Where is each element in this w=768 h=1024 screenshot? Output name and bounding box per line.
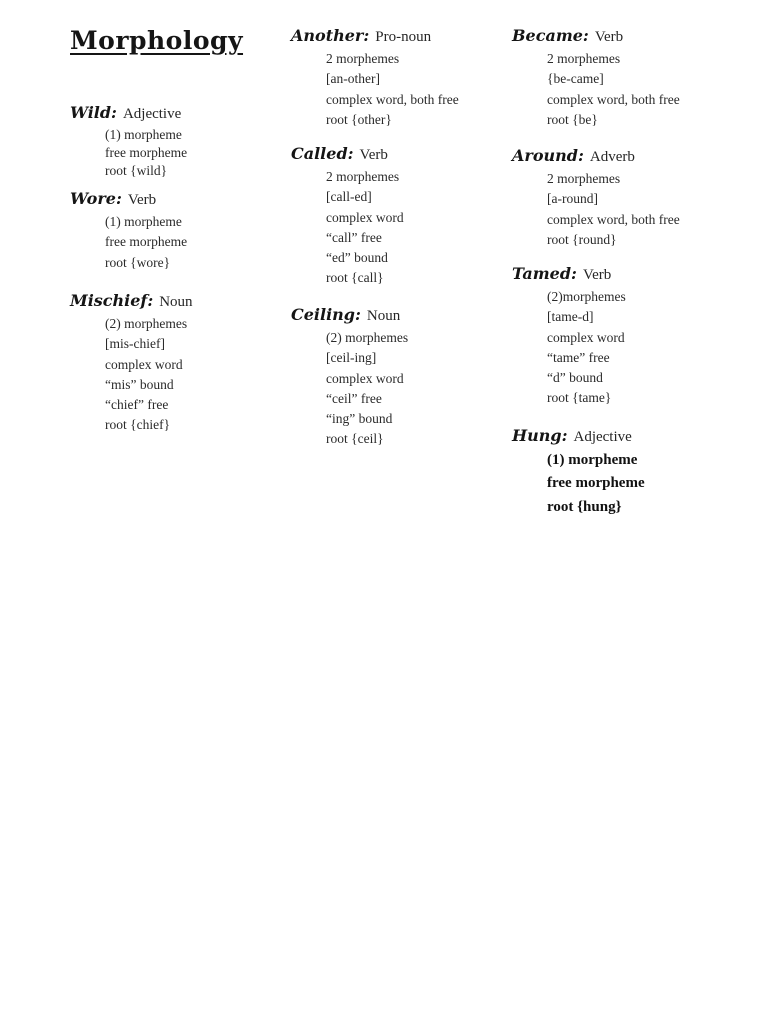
detail-line: complex word <box>105 356 183 372</box>
detail-line: “tame” free <box>547 349 610 365</box>
detail-line: 2 morphemes <box>326 169 400 184</box>
part-of-speech: Verb <box>594 29 624 45</box>
detail-line: complex word <box>326 370 404 386</box>
entry-word: Hung: <box>512 426 568 445</box>
entry-details <box>326 49 459 130</box>
detail-line: 2 morphemes <box>326 51 400 66</box>
entry-details <box>547 449 645 519</box>
entry-another <box>291 28 459 130</box>
entry-details <box>547 287 626 409</box>
detail-line: free morpheme <box>547 475 645 492</box>
detail-line: [ceil-ing] <box>326 350 377 366</box>
entry-word: Around: <box>512 146 584 165</box>
detail-line: root {hung} <box>547 498 622 515</box>
detail-line: “mis” bound <box>105 376 174 392</box>
detail-line: root {chief} <box>105 417 171 433</box>
entry-word: Another: <box>291 26 370 45</box>
entry-head <box>70 105 187 122</box>
part-of-speech: Adverb <box>589 149 635 165</box>
entry-word: Wore: <box>70 189 122 208</box>
detail-line: free morpheme <box>105 145 188 160</box>
entry-details <box>105 314 193 436</box>
detail-line: root {tame} <box>547 390 612 406</box>
entry-mischief <box>70 293 193 436</box>
detail-line: [call-ed] <box>326 189 372 205</box>
entry-head <box>291 28 459 45</box>
detail-line: “chief” free <box>105 397 169 413</box>
detail-line: root {be} <box>547 111 598 127</box>
detail-line: (1) morpheme <box>547 452 638 468</box>
detail-line: “ing” bound <box>326 411 393 427</box>
entry-word: Became: <box>512 26 589 45</box>
entry-details <box>105 126 187 180</box>
entry-details <box>326 167 404 289</box>
entry-details <box>326 328 408 450</box>
entry-word: Called: <box>291 144 354 163</box>
entry-details <box>547 169 680 250</box>
entry-head <box>291 307 408 324</box>
detail-line: [a-round] <box>547 191 598 207</box>
detail-line: root {round} <box>547 231 617 247</box>
part-of-speech: Noun <box>366 308 401 324</box>
detail-line: 2 morphemes <box>547 51 621 66</box>
detail-line: free morpheme <box>105 234 188 250</box>
detail-line: root {wild} <box>105 163 168 178</box>
entry-word: Tamed: <box>512 264 577 283</box>
detail-line: (2) morphemes <box>105 316 188 331</box>
entry-word: Mischief: <box>70 291 154 310</box>
entry-word: Ceiling: <box>291 305 361 324</box>
detail-line: [mis-chief] <box>105 336 165 352</box>
detail-line: root {other} <box>326 111 392 127</box>
detail-line: [tame-d] <box>547 309 594 325</box>
entry-head <box>70 191 187 208</box>
detail-line: 2 morphemes <box>547 171 621 186</box>
detail-line: (1) morpheme <box>105 214 182 229</box>
entry-became <box>512 28 680 130</box>
detail-line: {be-came] <box>547 71 604 87</box>
detail-line: complex word <box>326 209 404 225</box>
entry-around <box>512 148 680 250</box>
detail-line: complex word <box>547 329 625 345</box>
part-of-speech: Noun <box>159 294 193 310</box>
entry-head <box>291 146 404 163</box>
entry-word: Wild: <box>70 103 117 122</box>
detail-line: root {wore} <box>105 254 171 270</box>
detail-line: “call” free <box>326 229 382 245</box>
detail-line: complex word, both free <box>547 211 680 227</box>
part-of-speech: Verb <box>127 192 157 208</box>
part-of-speech: Pro-noun <box>375 29 432 45</box>
entry-tamed <box>512 266 626 409</box>
entry-wild <box>70 105 187 180</box>
entry-head <box>512 28 680 45</box>
entry-head <box>70 293 193 310</box>
detail-line: (2)morphemes <box>547 289 626 304</box>
detail-line: root {call} <box>326 270 384 286</box>
part-of-speech: Verb <box>359 147 388 163</box>
entry-wore <box>70 191 187 273</box>
entry-details <box>105 212 187 273</box>
entry-details <box>547 49 680 130</box>
detail-line: complex word, both free <box>547 91 680 107</box>
detail-line: “d” bound <box>547 370 603 386</box>
entry-hung <box>512 428 645 519</box>
entry-head <box>512 428 645 445</box>
detail-line: “ceil” free <box>326 390 382 406</box>
part-of-speech: Adjective <box>573 429 632 445</box>
detail-line: (2) morphemes <box>326 330 409 345</box>
detail-line: (1) morpheme <box>105 127 182 142</box>
page-title: Morphology <box>70 26 244 55</box>
detail-line: root {ceil} <box>326 431 384 447</box>
detail-line: “ed” bound <box>326 250 388 266</box>
detail-line: [an-other] <box>326 71 380 87</box>
entry-called <box>291 146 404 289</box>
part-of-speech: Adjective <box>122 106 182 122</box>
entry-head <box>512 148 680 165</box>
part-of-speech: Verb <box>582 267 612 283</box>
entry-ceiling <box>291 307 408 450</box>
detail-line: complex word, both free <box>326 91 459 107</box>
entry-head <box>512 266 626 283</box>
